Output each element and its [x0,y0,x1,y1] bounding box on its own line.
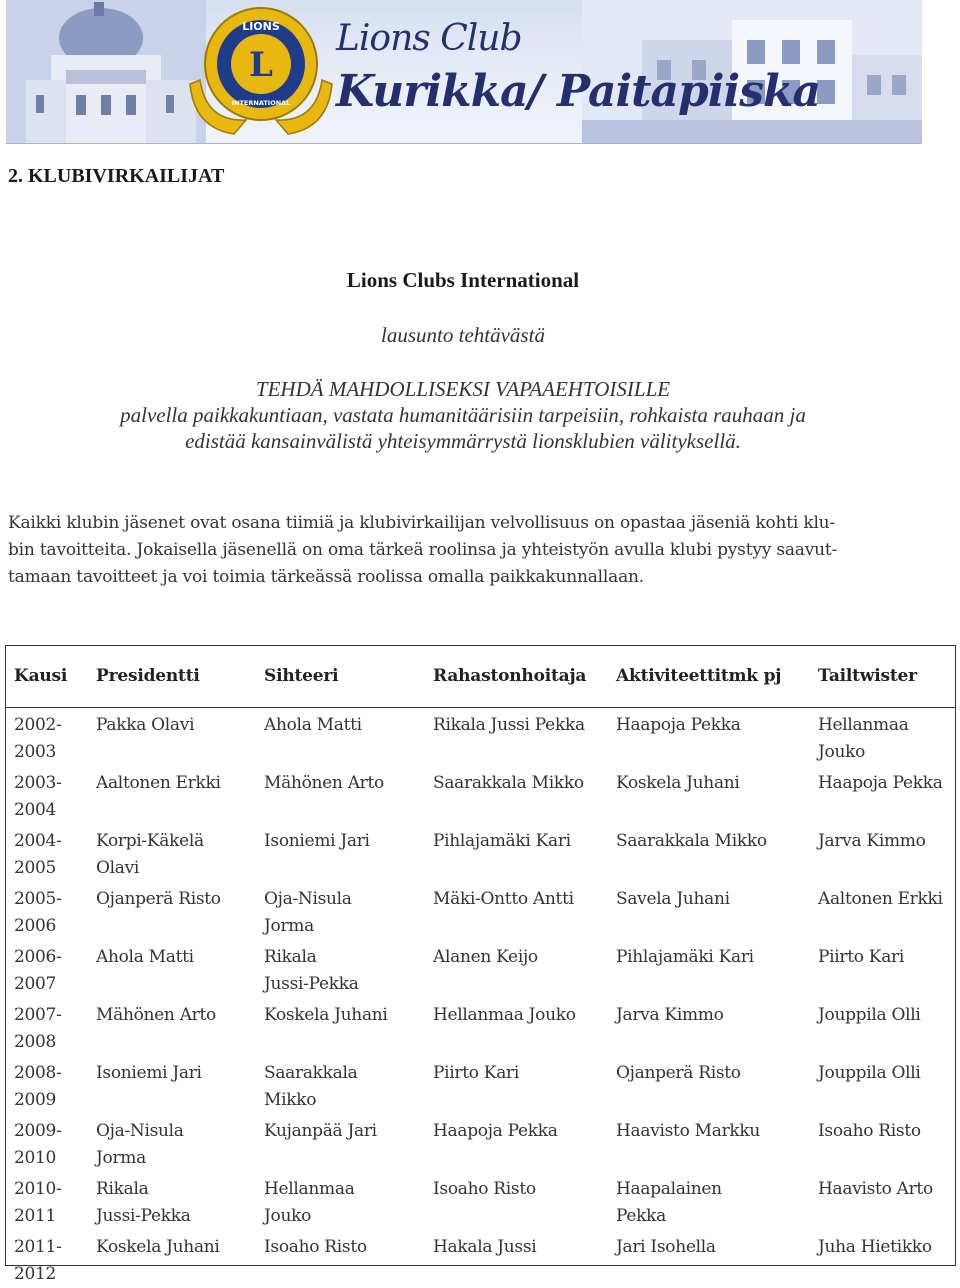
season-cell: 2003- 2004 [5,766,87,824]
table-row [5,940,956,998]
president-cell: Ahola Matti [87,940,255,998]
header-tailtwister: Tailtwister [809,645,956,708]
table-row [5,1172,956,1230]
secretary-cell: Isoniemi Jari [255,824,424,882]
president-cell: Pakka Olavi [87,708,255,767]
table-row [5,824,956,882]
president-cell: Aaltonen Erkki [87,766,255,824]
season-cell: 2006- 2007 [5,940,87,998]
president-cell: Mähönen Arto [87,998,255,1056]
statement-label: lausunto tehtävästä [0,322,926,348]
organization-name: Lions Clubs International [0,268,926,293]
lions-emblem-logo [186,2,336,142]
secretary-cell: Oja-Nisula Jorma [255,882,424,940]
tailtwister-cell: Haapoja Pekka [809,766,956,824]
header-secretary: Sihteeri [255,645,424,708]
activity-chair-cell: Jarva Kimmo [607,998,809,1056]
table-row [5,766,956,824]
mission-line-3: edistää kansainvälistä yhteisymmärrystä lionsklubien välityksellä. [0,428,926,454]
treasurer-cell: Piirto Kari [424,1056,607,1114]
season-cell: 2004- 2005 [5,824,87,882]
treasurer-cell: Alanen Keijo [424,940,607,998]
section-heading: 2. KLUBIVIRKAILIJAT [8,165,224,188]
activity-chair-cell: Haapalainen Pekka [607,1172,809,1230]
table-header-row [5,645,956,708]
emblem-bottom-text: INTERNATIONAL [232,99,291,107]
president-cell: Isoniemi Jari [87,1056,255,1114]
club-place: Kurikka/ Paitapiiska [336,66,820,117]
tailtwister-cell: Piirto Kari [809,940,956,998]
season-cell: 2008- 2009 [5,1056,87,1114]
secretary-cell: Hellanmaa Jouko [255,1172,424,1230]
president-cell: Ojanperä Risto [87,882,255,940]
intro-paragraph [8,510,928,591]
activity-chair-cell: Haavisto Markku [607,1114,809,1172]
table-row [5,1056,956,1114]
treasurer-cell: Hellanmaa Jouko [424,998,607,1056]
season-cell: 2009- 2010 [5,1114,87,1172]
season-cell: 2010- 2011 [5,1172,87,1230]
table-row [5,708,956,767]
intro-line: tamaan tavoitteet ja voi toimia tärkeässä roolissa omalla paikkakunnallaan. [8,564,928,591]
intro-line: Kaikki klubin jäsenet ovat osana tiimiä ja klubivirkailijan velvollisuus on opastaa jäseniä kohti klu- [8,510,928,537]
season-cell: 2005- 2006 [5,882,87,940]
secretary-cell: Rikala Jussi-Pekka [255,940,424,998]
secretary-cell: Saarakkala Mikko [255,1056,424,1114]
club-officers-table [5,645,956,1288]
president-cell: Oja-Nisula Jorma [87,1114,255,1172]
table-row [5,998,956,1056]
secretary-cell: Isoaho Risto [255,1230,424,1288]
emblem-top-text: LIONS [242,20,280,33]
secretary-cell: Koskela Juhani [255,998,424,1056]
mission-line-2: palvella paikkakuntiaan, vastata humanitäärisiin tarpeisiin, rohkaista rauhaan ja [0,402,926,428]
activity-chair-cell: Savela Juhani [607,882,809,940]
treasurer-cell: Rikala Jussi Pekka [424,708,607,767]
secretary-cell: Kujanpää Jari [255,1114,424,1172]
president-cell: Rikala Jussi-Pekka [87,1172,255,1230]
president-cell: Koskela Juhani [87,1230,255,1288]
header-banner [6,0,922,144]
tailtwister-cell: Haavisto Arto [809,1172,956,1230]
mission-line-1: TEHDÄ MAHDOLLISEKSI VAPAAEHTOISILLE [0,376,926,402]
tailtwister-cell: Juha Hietikko [809,1230,956,1288]
table-row [5,882,956,940]
tailtwister-cell: Hellanmaa Jouko [809,708,956,767]
tailtwister-cell: Jouppila Olli [809,1056,956,1114]
table-row [5,1230,956,1288]
activity-chair-cell: Koskela Juhani [607,766,809,824]
header-president: Presidentti [87,645,255,708]
activity-chair-cell: Saarakkala Mikko [607,824,809,882]
header-treasurer: Rahastonhoitaja [424,645,607,708]
tailtwister-cell: Isoaho Risto [809,1114,956,1172]
season-cell: 2002- 2003 [5,708,87,767]
header-activity-chair: Aktiviteettitmk pj [607,645,809,708]
season-cell: 2011- 2012 [5,1230,87,1288]
treasurer-cell: Haapoja Pekka [424,1114,607,1172]
table-body [5,708,956,1288]
treasurer-cell: Saarakkala Mikko [424,766,607,824]
emblem-letter: L [249,45,273,85]
club-name: Lions Club [336,18,522,59]
secretary-cell: Ahola Matti [255,708,424,767]
treasurer-cell: Hakala Jussi [424,1230,607,1288]
secretary-cell: Mähönen Arto [255,766,424,824]
tailtwister-cell: Jouppila Olli [809,998,956,1056]
activity-chair-cell: Pihlajamäki Kari [607,940,809,998]
tailtwister-cell: Aaltonen Erkki [809,882,956,940]
tailtwister-cell: Jarva Kimmo [809,824,956,882]
season-cell: 2007- 2008 [5,998,87,1056]
activity-chair-cell: Haapoja Pekka [607,708,809,767]
treasurer-cell: Mäki-Ontto Antti [424,882,607,940]
intro-line: bin tavoitteita. Jokaisella jäsenellä on oma tärkeä roolinsa ja yhteistyön avulla klubi pystyy saavut- [8,537,928,564]
treasurer-cell: Pihlajamäki Kari [424,824,607,882]
activity-chair-cell: Ojanperä Risto [607,1056,809,1114]
table-row [5,1114,956,1172]
church-illustration [6,0,206,143]
activity-chair-cell: Jari Isohella [607,1230,809,1288]
president-cell: Korpi-Käkelä Olavi [87,824,255,882]
header-season: Kausi [5,645,87,708]
treasurer-cell: Isoaho Risto [424,1172,607,1230]
